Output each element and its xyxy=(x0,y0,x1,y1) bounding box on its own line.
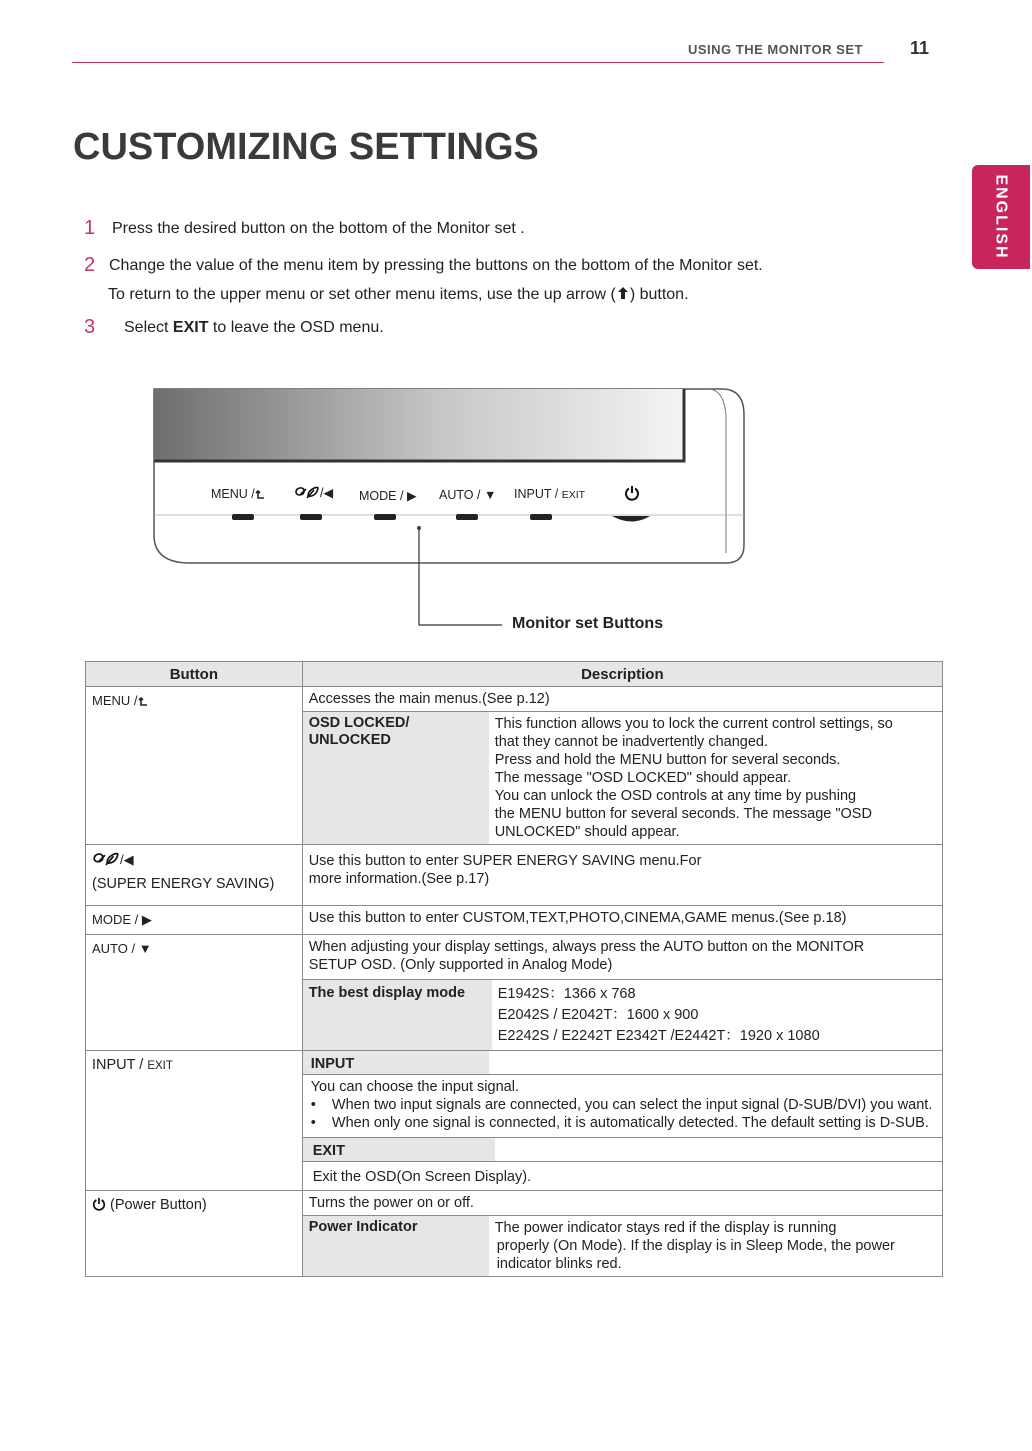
list-item: • When two input signals are connected, you can select the input signal (D-SUB/DVI) you want. xyxy=(310,1097,933,1113)
right-triangle-icon: ▶ xyxy=(141,912,152,927)
description-text: You can choose the input signal. • When two input signals are connected, you can select the input signal (D-SUB/DVI) you want. • When only one signal is connected, it is automatically detected. The default setting is D-SUB. xyxy=(303,1074,942,1137)
input-sub-header xyxy=(303,1051,942,1074)
sub-key: OSD LOCKED/ UNLOCKED xyxy=(303,712,489,844)
callout-label: Monitor set Buttons xyxy=(512,615,664,632)
description-cell xyxy=(302,687,942,845)
column-header-button: Button xyxy=(86,662,303,687)
mode-button-label: MODE / ▶ xyxy=(359,489,417,503)
sub-row xyxy=(303,711,942,844)
power-icon xyxy=(92,1197,106,1211)
menu-button-label: MENU / xyxy=(211,487,265,501)
table-row xyxy=(86,1051,943,1191)
back-arrow-icon xyxy=(138,697,148,707)
table-row xyxy=(86,906,943,935)
description-text: Use this button to enter CUSTOM,TEXT,PHOTO,CINEMA,GAME menus.(See p.18) xyxy=(308,910,847,926)
sub-key: EXIT xyxy=(303,1138,495,1161)
exit-sub-header xyxy=(303,1137,942,1161)
header-rule xyxy=(72,62,884,63)
page-title: CUSTOMIZING SETTINGS xyxy=(73,126,539,168)
sub-value: This function allows you to lock the current control settings, so that they cannot be inadvertently changed. Press and hold the MENU button for several seconds. The message "OSD LOCKED" should appear. You can unlock the OSD controls at any time by pushing the MENU button for several seconds. The message "OSD UNLOCKED" should appear. xyxy=(494,716,893,840)
sub-key: Power Indicator xyxy=(303,1216,489,1276)
column-header-description: Description xyxy=(302,662,942,687)
back-arrow-icon xyxy=(255,490,265,500)
table-header-row xyxy=(86,662,943,687)
description-text: Use this button to enter SUPER ENERGY SAVING menu.For more information.(See p.17) xyxy=(308,853,702,887)
button-cell-power: (Power Button) xyxy=(86,1191,303,1277)
button-cell-mode: MODE / ▶ xyxy=(86,906,303,935)
button-description-table xyxy=(85,661,943,1277)
sub-value: E1942S：1366 x 768 E2042S / E2042T：1600 x 900 E2242S / E2242T E2342T /E2442T：1920 x 1080 xyxy=(497,986,820,1044)
super-energy-saving-icon xyxy=(294,485,320,499)
description-cell xyxy=(302,906,942,935)
up-arrow-icon xyxy=(616,286,630,300)
description-cell xyxy=(302,1051,942,1191)
description-text: When adjusting your display settings, always press the AUTO button on the MONITOR SETUP OSD. (Only supported in Analog Mode) xyxy=(308,939,865,973)
list-item: • When only one signal is connected, it is automatically detected. The default setting is D-SUB. xyxy=(310,1115,929,1131)
step-number: 2 xyxy=(84,254,96,276)
step-number: 1 xyxy=(84,217,96,239)
monitor-diagram xyxy=(150,385,750,635)
down-triangle-icon: ▼ xyxy=(483,488,497,502)
table-row xyxy=(86,935,943,1051)
input-button-label: INPUT / EXIT xyxy=(514,487,586,501)
description-cell xyxy=(302,1191,942,1277)
sub-row xyxy=(303,1215,942,1276)
section-title: USING THE MONITOR SET xyxy=(688,42,863,57)
button-cell-input: INPUT / EXIT xyxy=(86,1051,303,1191)
sub-value: The power indicator stays red if the display is running properly (On Mode). If the display is in Sleep Mode, the power indicator blinks red. xyxy=(494,1220,895,1272)
language-tab-label: ENGLISH xyxy=(993,174,1010,260)
monitor-illustration xyxy=(150,385,750,635)
super-energy-saving-icon xyxy=(92,851,120,866)
right-triangle-icon: ▶ xyxy=(406,489,417,503)
description-text: Exit the OSD(On Screen Display). xyxy=(303,1161,942,1190)
button-caption: (SUPER ENERGY SAVING) xyxy=(92,876,275,892)
step-text: Select EXIT to leave the OSD menu. xyxy=(124,319,384,336)
language-tab xyxy=(972,165,1030,269)
description-text: Accesses the main menus.(See p.12) xyxy=(308,691,550,707)
table-row xyxy=(86,1191,943,1277)
button-cell-menu: MENU / xyxy=(86,687,303,845)
description-cell xyxy=(302,845,942,906)
description-cell xyxy=(302,935,942,1051)
sub-key: The best display mode xyxy=(303,980,492,1050)
left-triangle-icon: ◀ xyxy=(323,486,334,500)
power-icon xyxy=(624,485,640,501)
button-cell-auto: AUTO / ▼ xyxy=(86,935,303,1051)
energy-button-label: /◀ xyxy=(294,485,333,500)
description-text: Turns the power on or off. xyxy=(308,1195,474,1211)
down-triangle-icon: ▼ xyxy=(138,941,152,956)
page-number: 11 xyxy=(910,38,930,58)
step-text-line2: To return to the upper menu or set other menu items, use the up arrow ( ) button. xyxy=(108,286,689,303)
table-row xyxy=(86,845,943,906)
step-number: 3 xyxy=(84,316,96,338)
button-cell-energy: /◀ (SUPER ENERGY SAVING) xyxy=(86,845,303,906)
step-text: Change the value of the menu item by pressing the buttons on the bottom of the Monitor set. xyxy=(109,257,763,274)
sub-key: INPUT xyxy=(303,1051,489,1074)
step-text: Press the desired button on the bottom of the Monitor set . xyxy=(112,220,525,237)
sub-row xyxy=(303,979,942,1050)
table-row xyxy=(86,687,943,845)
left-triangle-icon: ◀ xyxy=(123,852,134,867)
auto-button-label: AUTO / ▼ xyxy=(439,488,497,502)
